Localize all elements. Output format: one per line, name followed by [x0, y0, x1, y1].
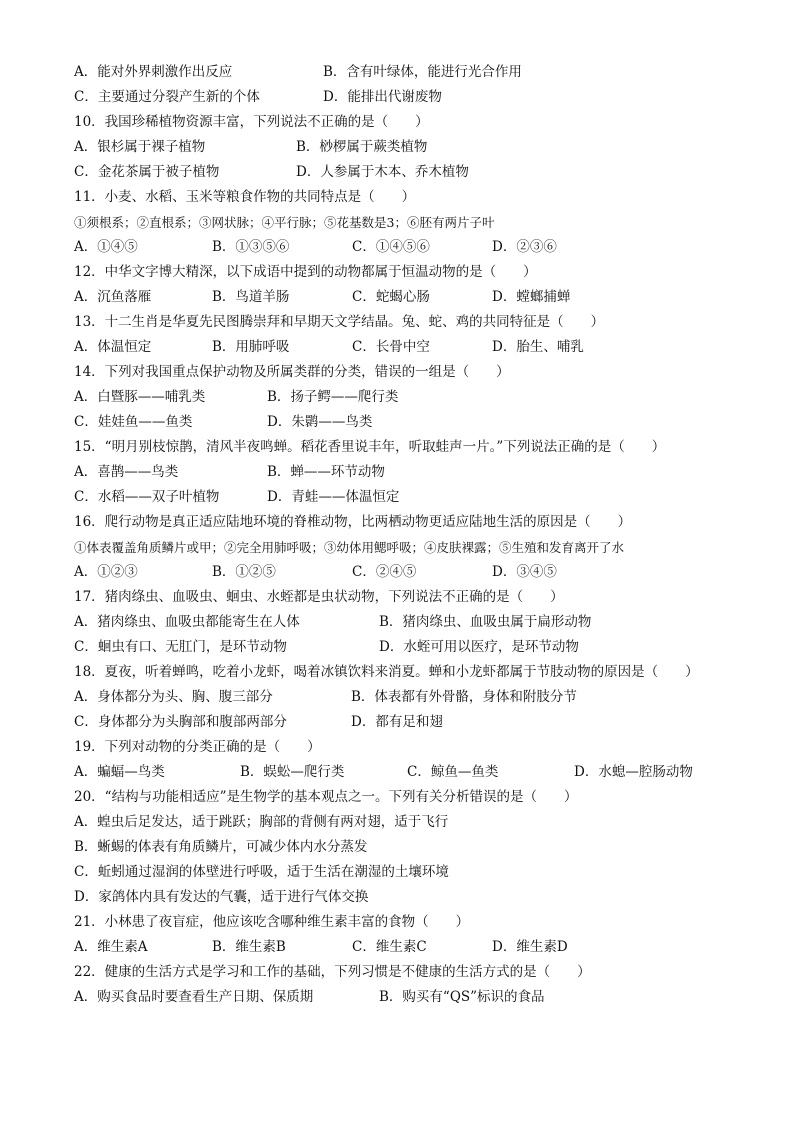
option-a: A．①④⑤ [74, 239, 138, 255]
question-stem: 12．中华文字博大精深，以下成语中提到的动物都属于恒温动物的是（ ） [74, 264, 537, 280]
option-c: C．主要通过分裂产生新的个体 [74, 89, 260, 105]
question-stem: 18．夏夜，听着蝉鸣，吃着小龙虾，喝着冰镇饮料来消夏。蝉和小龙虾都属于节肢动物的原因是（ ） [74, 664, 699, 680]
option-d: D．朱鹮——鸟类 [267, 414, 373, 430]
option-c: C．金花茶属于被子植物 [74, 164, 220, 180]
option-d: D．能排出代谢废物 [323, 89, 442, 105]
option-a: A．购买食品时要查看生产日期、保质期 [74, 989, 314, 1005]
option-a: A．白暨豚——哺乳类 [74, 389, 206, 405]
option-d: D．家鸽体内具有发达的气囊，适于进行气体交换 [74, 889, 369, 905]
option-c: C．蚯蚓通过湿润的体壁进行呼吸，适于生活在潮湿的土壤环境 [74, 864, 449, 880]
option-d: D．维生素D [492, 939, 568, 955]
option-d: D．胎生、哺乳 [492, 339, 584, 355]
option-d: D．水蛭可用以医疗，是环节动物 [379, 639, 579, 655]
option-c: C．维生素C [352, 939, 427, 955]
option-c: C．鲸鱼—鱼类 [407, 764, 499, 780]
option-b: B．鸟道羊肠 [212, 289, 290, 305]
statements: ①体表覆盖角质鳞片或甲；②完全用肺呼吸；③幼体用鳃呼吸；④皮肤裸露；⑤生殖和发育离开了水 [74, 540, 625, 555]
option-c: C．娃娃鱼——鱼类 [74, 414, 193, 430]
option-a: A．喜鹊——鸟类 [74, 464, 179, 480]
question-stem: 10．我国珍稀植物资源丰富，下列说法不正确的是（ ） [74, 114, 429, 130]
option-a: A．蝙蝠—鸟类 [74, 764, 165, 780]
option-d: D．人参属于木本、乔木植物 [296, 164, 469, 180]
option-b: B．蜈蚣—爬行类 [240, 764, 345, 780]
option-c: C．蛇蝎心肠 [352, 289, 430, 305]
option-a: A．维生素A [74, 939, 148, 955]
option-c: C．①④⑤⑥ [352, 239, 430, 255]
statements: ①须根系；②直根系；③网状脉；④平行脉；⑤花基数是3；⑥胚有两片子叶 [74, 215, 495, 230]
option-b: B．猪肉绦虫、血吸虫属于扁形动物 [379, 614, 592, 630]
option-b: B．维生素B [212, 939, 286, 955]
option-c: C．水稻——双子叶植物 [74, 489, 220, 505]
question-stem: 16．爬行动物是真正适应陆地环境的脊椎动物，比两栖动物更适应陆地生活的原因是（ ） [74, 514, 632, 530]
option-a: A．能对外界刺激作出反应 [74, 64, 233, 80]
option-b: B．含有叶绿体，能进行光合作用 [323, 64, 522, 80]
option-d: D．②③⑥ [492, 239, 557, 255]
question-stem: 11．小麦、水稻、玉米等粮食作物的共同特点是（ ） [74, 189, 416, 205]
question-stem: 21．小林患了夜盲症，他应该吃含哪种维生素丰富的食物（ ） [74, 914, 470, 930]
option-d: D．③④⑤ [492, 564, 557, 580]
option-a: A．银杉属于裸子植物 [74, 139, 206, 155]
question-stem: 19．下列对动物的分类正确的是（ ） [74, 739, 321, 755]
option-a: A．①②③ [74, 564, 138, 580]
option-b: B．①②⑤ [212, 564, 276, 580]
option-c: C．蛔虫有口、无肛门，是环节动物 [74, 639, 287, 655]
option-a: A．身体都分为头、胸、腹三部分 [74, 689, 273, 705]
question-stem: 22．健康的生活方式是学习和工作的基础，下列习惯是不健康的生活方式的是（ ） [74, 964, 591, 980]
option-b: B．扬子鳄——爬行类 [267, 389, 399, 405]
option-c: C．身体都分为头胸部和腹部两部分 [74, 714, 287, 730]
option-a: A．沉鱼落雁 [74, 289, 152, 305]
option-b: B．体表都有外骨骼，身体和附肢分节 [351, 689, 577, 705]
question-stem: 15．“明月别枝惊鹊，清风半夜鸣蝉。稻花香里说丰年，听取蛙声一片。”下列说法正确的是（ ） [74, 439, 666, 455]
option-b: B．①③⑤⑥ [212, 239, 290, 255]
option-b: B．蝉——环节动物 [267, 464, 385, 480]
option-d: D．螳螂捕蝉 [492, 289, 571, 305]
option-b: B．蜥蜴的体表有角质鳞片，可减少体内水分蒸发 [74, 839, 368, 855]
option-b: B．桫椤属于蕨类植物 [296, 139, 428, 155]
option-a: A．猪肉绦虫、血吸虫都能寄生在人体 [74, 614, 300, 630]
question-stem: 20．“结构与功能相适应”是生物学的基本观点之一。下列有关分析错误的是（ ） [74, 789, 578, 805]
option-d: D．青蛙——体温恒定 [267, 489, 400, 505]
question-stem: 13．十二生肖是华夏先民图腾崇拜和早期天文学结晶。兔、蛇、鸡的共同特征是（ ） [74, 314, 605, 330]
option-d: D．水螅—腔肠动物 [574, 764, 693, 780]
option-c: C．长骨中空 [352, 339, 430, 355]
option-a: A．体温恒定 [74, 339, 152, 355]
question-stem: 17．猪肉绦虫、血吸虫、蛔虫、水蛭都是虫状动物，下列说法不正确的是（ ） [74, 589, 564, 605]
option-b: B．用肺呼吸 [212, 339, 290, 355]
option-c: C．②④⑤ [352, 564, 417, 580]
option-d: D．都有足和翅 [351, 714, 443, 730]
option-b: B．购买有“QS”标识的食品 [379, 989, 545, 1005]
option-a: A．蝗虫后足发达，适于跳跃；胸部的背侧有两对翅，适于飞行 [74, 814, 449, 830]
question-stem: 14．下列对我国重点保护动物及所属类群的分类，错误的一组是（ ） [74, 364, 510, 380]
